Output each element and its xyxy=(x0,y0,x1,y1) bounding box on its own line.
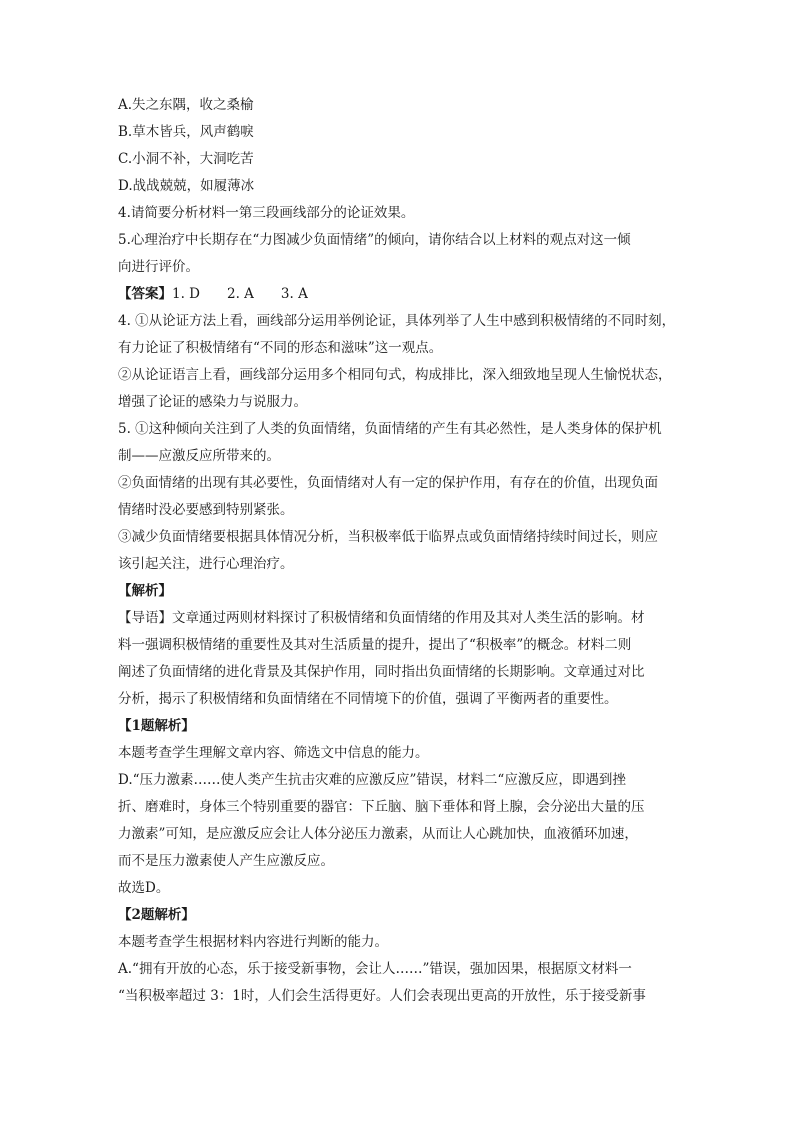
answer-5-1-line-2: 制——应激反应所带来的。 xyxy=(118,448,280,464)
option-d: D.战战兢兢，如履薄冰 xyxy=(118,178,255,194)
analysis-label: 【解析】 xyxy=(118,583,172,599)
answer-5-3-line-2: 该引起关注，进行心理治疗。 xyxy=(118,556,294,572)
question-5-line-1: 5.心理治疗中长期存在“力图减少负面情绪”的倾向，请你结合以上材料的观点对这一倾 xyxy=(118,232,631,248)
answer-4-1-line-1: 4. ①从论证方法上看，画线部分运用举例论证，具体列举了人生中感到积极情绪的不同时刻， xyxy=(118,313,676,329)
answer-4-2-line-1: ②从论证语言上看，画线部分运用多个相同句式，构成排比，深入细致地呈现人生愉悦状态， xyxy=(118,367,672,383)
answer-5-2-line-1: ②负面情绪的出现有其必要性，负面情绪对人有一定的保护作用，有存在的价值，出现负面 xyxy=(118,475,658,491)
q2-analysis-label: 【2题解析】 xyxy=(118,907,195,923)
guide-line-1: 【导语】文章通过两则材料探讨了积极情绪和负面情绪的作用及其对人类生活的影响。材 xyxy=(118,610,645,626)
option-c: C.小洞不补，大洞吃苦 xyxy=(118,151,254,167)
answer-5-2-line-2: 情绪时没必要感到特别紧张。 xyxy=(118,502,294,518)
q2-line-2: “当积极率超过 3：1时，人们会生活得更好。人们会表现出更高的开放性，乐于接受新事 xyxy=(118,988,646,1004)
question-4: 4.请简要分析材料一第三段画线部分的论证效果。 xyxy=(118,205,415,221)
q1-intro: 本题考查学生理解文章内容、筛选文中信息的能力。 xyxy=(118,745,429,761)
answer-5-1-line-1: 5. ①这种倾向关注到了人类的负面情绪，负面情绪的产生有其必然性，是人类身体的保护机 xyxy=(118,421,662,437)
q1-analysis-label: 【1题解析】 xyxy=(118,718,195,734)
question-5-line-2: 向进行评价。 xyxy=(118,259,199,275)
answer-4-2-line-2: 增强了论证的感染力与说服力。 xyxy=(118,394,307,410)
q1-line-4: 而不是压力激素使人产生应激反应。 xyxy=(118,853,334,869)
answer-text: 1. D 2. A 3. A xyxy=(172,286,308,302)
guide-line-2: 料一强调积极情绪的重要性及其对生活质量的提升，提出了“积极率”的概念。材料二则 xyxy=(118,637,632,653)
answer-4-1-line-2: 有力论证了积极情绪有“不同的形态和滋味”这一观点。 xyxy=(118,340,443,356)
guide-line-4: 分析，揭示了积极情绪和负面情绪在不同情境下的价值，强调了平衡两者的重要性。 xyxy=(118,691,618,707)
answer-row xyxy=(118,281,680,308)
option-a: A.失之东隅，收之桑榆 xyxy=(118,97,254,113)
q2-intro: 本题考查学生根据材料内容进行判断的能力。 xyxy=(118,934,388,950)
q1-choice: 故选D。 xyxy=(118,880,170,896)
option-b: B.草木皆兵，风声鹤唳 xyxy=(118,124,254,140)
answer-5-3-line-1: ③减少负面情绪要根据具体情况分析，当积极率低于临界点或负面情绪持续时间过长，则应 xyxy=(118,529,658,545)
document-content xyxy=(118,92,680,1010)
q1-line-1: D.“压力激素……使人类产生抗击灾难的应激反应”错误，材料二“应激反应，即遇到挫 xyxy=(118,772,626,788)
q1-line-2: 折、磨难时，身体三个特别重要的器官：下丘脑、脑下垂体和肾上腺，会分泌出大量的压 xyxy=(118,799,645,815)
guide-line-3: 阐述了负面情绪的进化背景及其保护作用，同时指出负面情绪的长期影响。文章通过对比 xyxy=(118,664,645,680)
q2-line-1: A.“拥有开放的心态，乐于接受新事物，会让人……”错误，强加因果，根据原文材料一 xyxy=(118,961,632,977)
q1-line-3: 力激素”可知，是应激反应会让人体分泌压力激素，从而让人心跳加快，血液循环加速， xyxy=(118,826,638,842)
answer-label: 【答案】 xyxy=(118,286,172,302)
